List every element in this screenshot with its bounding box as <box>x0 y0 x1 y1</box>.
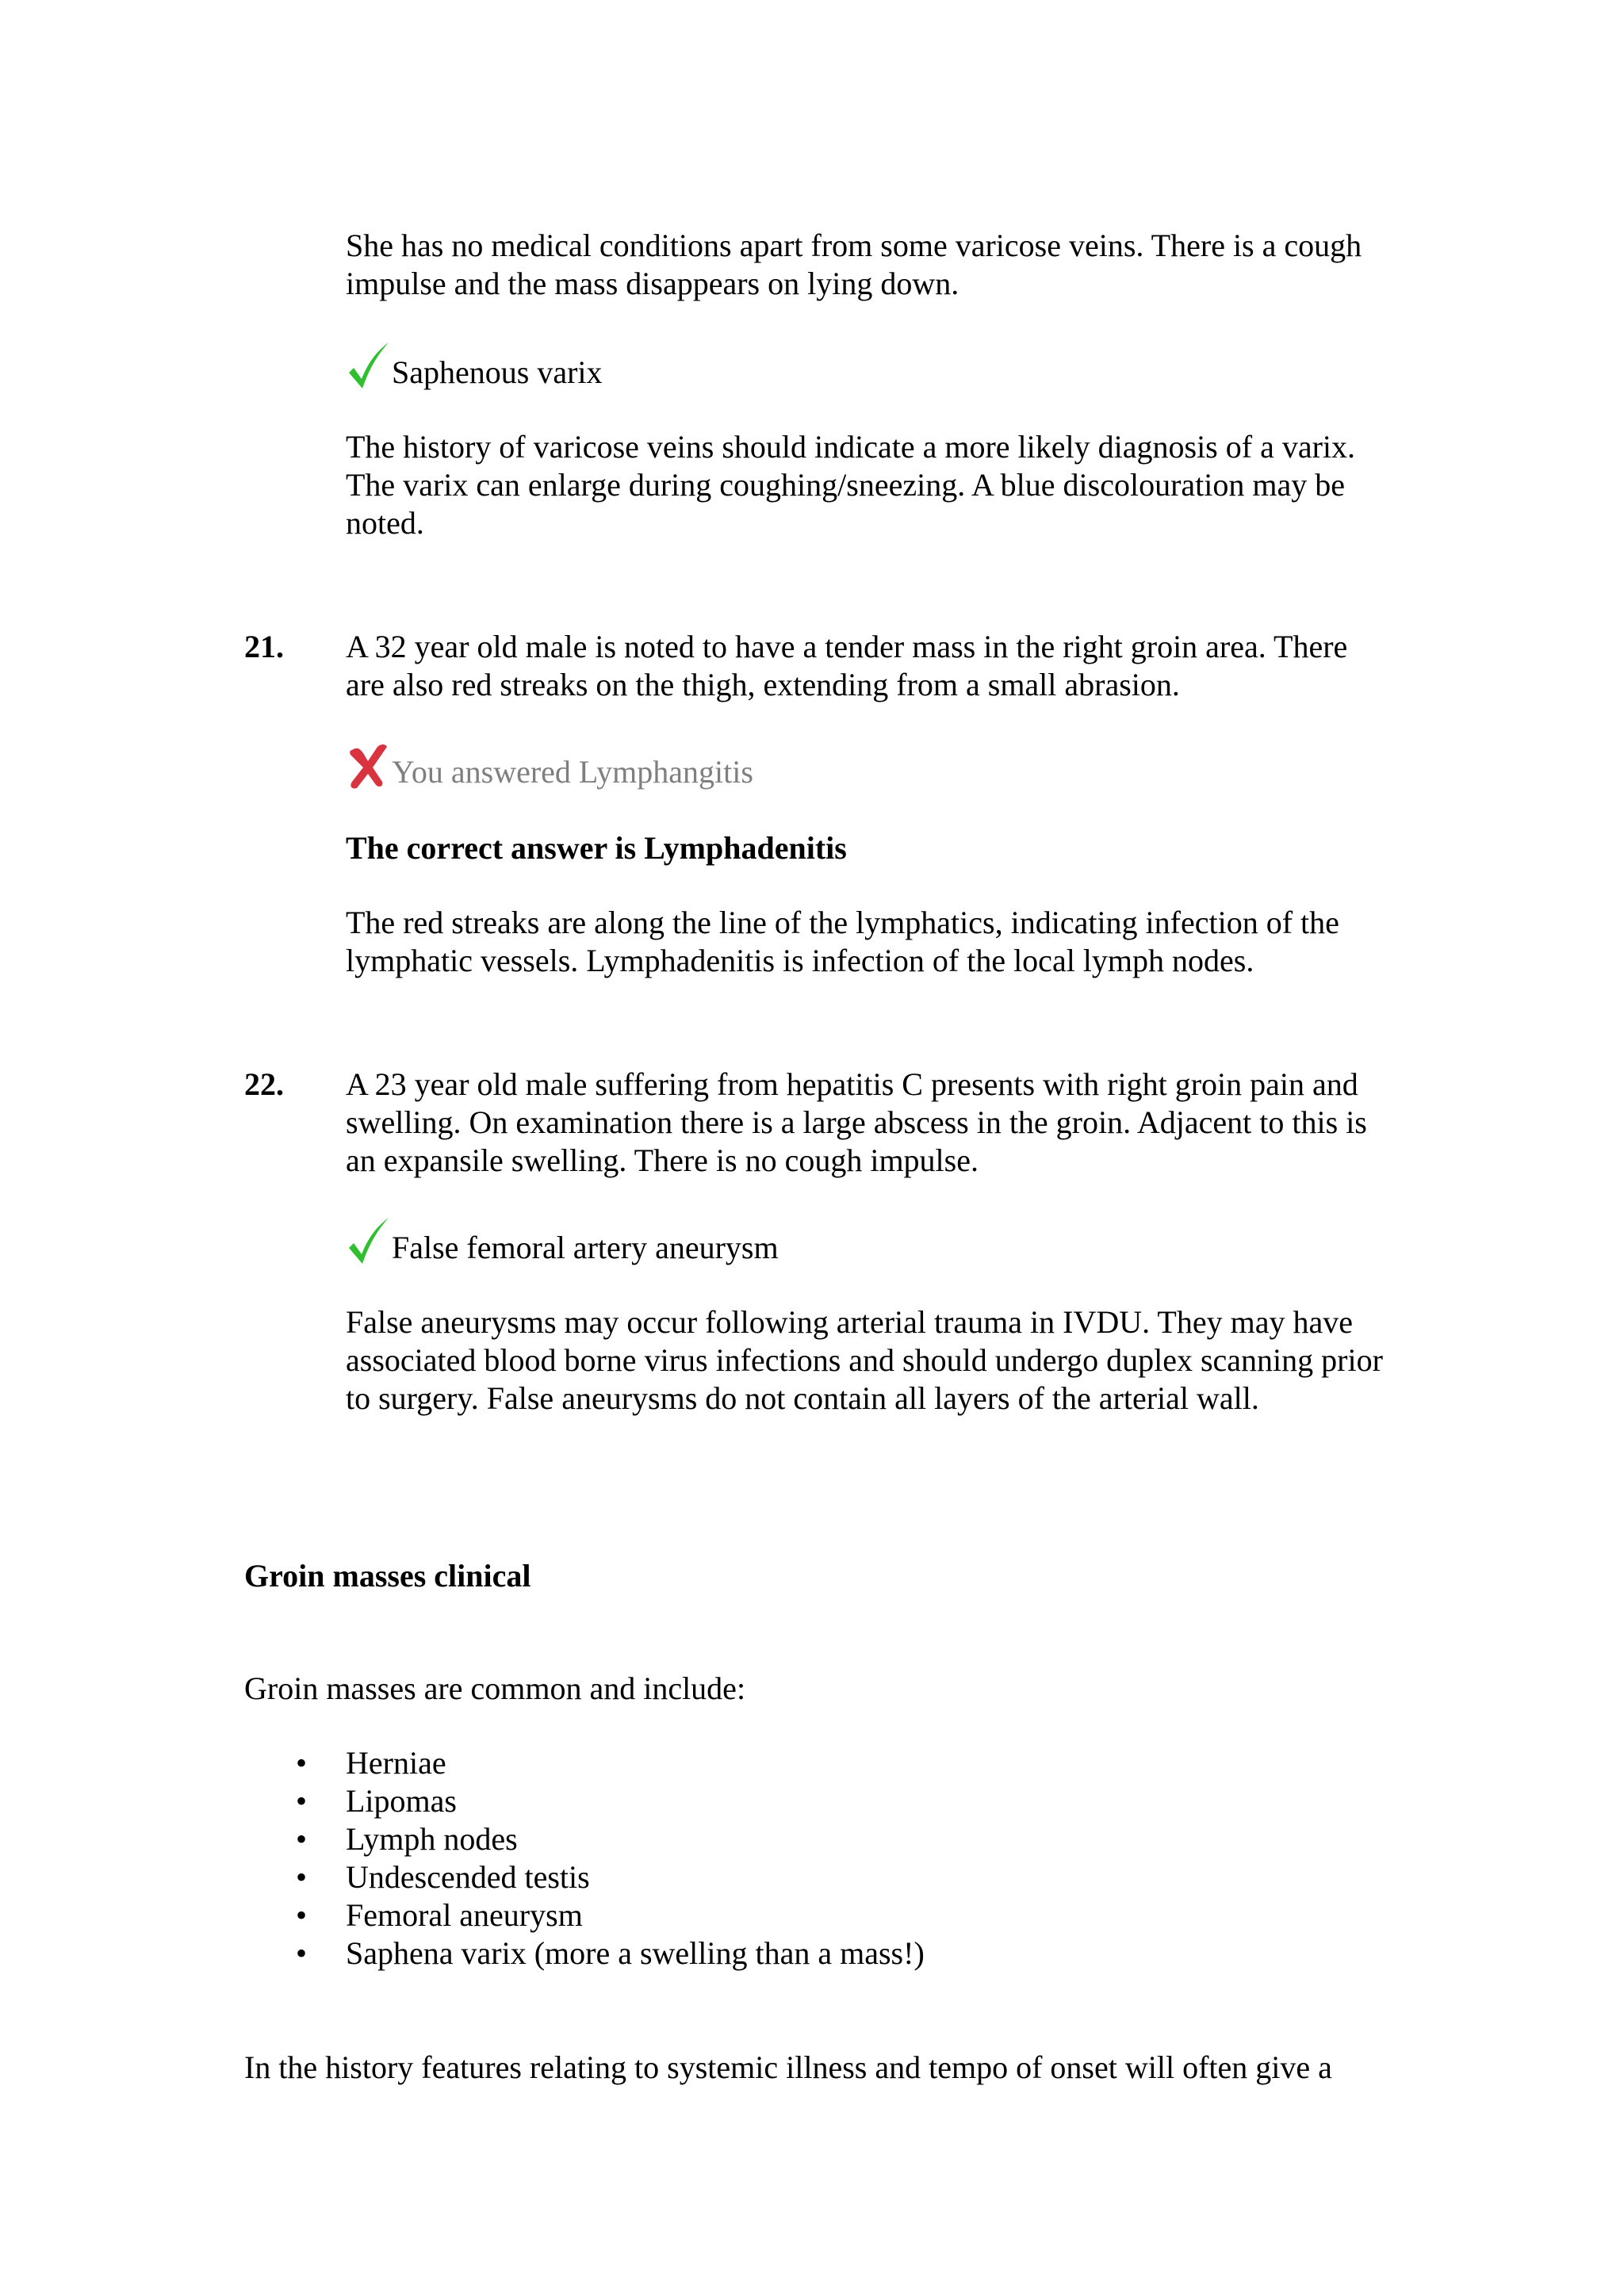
section-intro: Groin masses are common and include: <box>244 1670 746 1706</box>
section-closing: In the history features relating to systemic illness and tempo of onset will often give a <box>244 2049 1332 2085</box>
question-user-answer <box>346 736 753 791</box>
section-title: Groin masses clinical <box>244 1558 531 1594</box>
list-item: • Lipomas <box>296 1783 457 1819</box>
check-icon <box>346 341 390 392</box>
bullet-icon: • <box>296 1935 308 1971</box>
list-item: • Herniae <box>296 1745 446 1781</box>
check-icon <box>346 1216 390 1267</box>
list-item: • Femoral aneurysm <box>296 1897 583 1933</box>
groin-mass-list <box>244 1744 925 1973</box>
question-explanation: False aneurysms may occur following arterial trauma in IVDU. They may have associated blood borne virus infections and should undergo duplex scanning prior to surgery. False aneurysms do not contain all layers of the arterial wall. <box>346 1304 1383 1416</box>
correct-answer-text: The correct answer is Lymphadenitis <box>346 830 847 866</box>
answer-text: False femoral artery aneurysm <box>392 1230 779 1265</box>
question-number: 21. <box>244 629 284 664</box>
question-stem: A 23 year old male suffering from hepatitis C presents with right groin pain and swelling. On examination there is a large abscess in the groin. Adjacent to this is an expansile swelling. There is no cough impulse. <box>346 1066 1367 1178</box>
prev-answer-text: Saphenous varix <box>392 354 603 390</box>
bullet-icon: • <box>296 1783 308 1819</box>
user-answer-text: You answered Lymphangitis <box>392 754 753 790</box>
prev-question-answer <box>346 336 603 392</box>
list-item: • Saphena varix (more a swelling than a mass!) <box>296 1935 925 1971</box>
prev-question-explanation: The history of varicose veins should indicate a more likely diagnosis of a varix. The varix can enlarge during coughing/sneezing. A blue discolouration may be noted. <box>346 429 1356 541</box>
question-explanation: The red streaks are along the line of the lymphatics, indicating infection of the lymphatic vessels. Lymphadenitis is infection of the local lymph nodes. <box>346 905 1339 978</box>
bullet-icon: • <box>296 1897 308 1933</box>
bullet-icon: • <box>296 1821 308 1857</box>
list-item: • Undescended testis <box>296 1859 590 1895</box>
question-number: 22. <box>244 1066 284 1102</box>
cross-icon <box>346 740 390 791</box>
question-answer <box>346 1211 779 1267</box>
question-stem: A 32 year old male is noted to have a tender mass in the right groin area. There are also red streaks on the thigh, extending from a small abrasion. <box>346 629 1348 702</box>
bullet-icon: • <box>296 1859 308 1895</box>
bullet-icon: • <box>296 1745 308 1781</box>
prev-question-stem: She has no medical conditions apart from some varicose veins. There is a cough impulse and the mass disappears on lying down. <box>346 228 1362 301</box>
list-item: • Lymph nodes <box>296 1821 518 1857</box>
